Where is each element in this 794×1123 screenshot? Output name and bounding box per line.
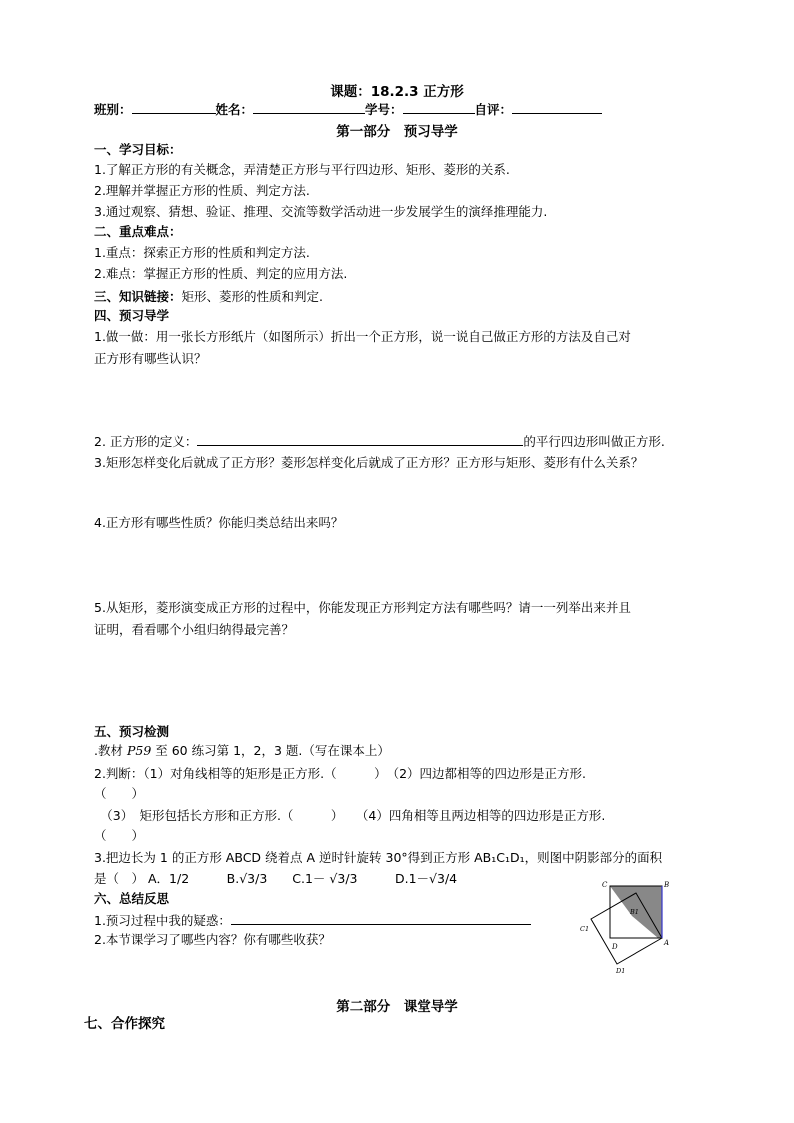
s1-item: 1.了解正方形的有关概念，弄清楚正方形与平行四边形、矩形、菱形的关系.	[94, 162, 510, 177]
s5-line4: （3） 矩形包括长方形和正方形.（ ） （4）四角相等且两边相等的四边形是正方形.	[94, 808, 606, 823]
s5-line5: （ ）	[94, 828, 145, 843]
student-info-line	[94, 100, 602, 118]
q2-suffix: 的平行四边形叫做正方形.	[523, 434, 665, 449]
rotated-square-figure	[578, 876, 680, 976]
part2-heading: 第二部分 课堂导学	[336, 999, 458, 1015]
definition-blank[interactable]	[197, 432, 523, 446]
s5-heading: 五、预习检测	[94, 724, 170, 739]
s4-q1-line2: 正方形有哪些认识？	[94, 351, 207, 366]
name-label: 姓名：	[215, 102, 254, 117]
s3-heading: 三、知识链接：	[94, 289, 182, 304]
label-b1: B1	[630, 908, 639, 916]
label-d1: D1	[616, 967, 626, 975]
label-b: B	[664, 881, 670, 889]
s2-item: 1.重点：探索正方形的性质和判定方法.	[94, 245, 310, 260]
label-d: D	[612, 943, 618, 951]
s5-l1-page: P59	[126, 743, 152, 758]
label-c1: C1	[580, 925, 590, 933]
class-blank[interactable]	[132, 100, 216, 114]
s5-line3: （ ）	[94, 786, 145, 801]
s5-line7: 是（ ） A．1/2 B.√3/3 C.1－ √3/3 D.1－√3/4	[94, 871, 458, 886]
s6-q1-label: 1.预习过程中我的疑惑：	[94, 913, 231, 928]
s5-line2: 2.判断：（1）对角线相等的矩形是正方形.（ ） （2）四边都相等的四边形是正方形.	[94, 766, 587, 781]
doubts-blank[interactable]	[231, 911, 531, 925]
label-c: C	[602, 881, 608, 889]
s4-q5-line1: 5.从矩形，菱形演变成正方形的过程中，你能发现正方形判定方法有哪些吗？请一一列举出来并且	[94, 600, 631, 615]
eval-label: 自评：	[474, 102, 513, 117]
id-label: 学号：	[365, 102, 403, 117]
lesson-title: 课题：18.2.3 正方形	[330, 84, 464, 100]
s2-item: 2.难点：掌握正方形的性质、判定的应用方法.	[94, 266, 348, 281]
s6-q1	[94, 911, 531, 929]
part1-heading: 第一部分 预习导学	[336, 124, 458, 140]
s3-line	[94, 289, 323, 305]
s1-heading: 一、学习目标：	[94, 142, 182, 157]
s3-text: 矩形、菱形的性质和判定.	[181, 289, 323, 304]
s7-heading: 七、合作探究	[84, 1016, 165, 1032]
s5-l1-c: 至 60 练习第 1，2，3 题.（写在课本上）	[151, 743, 390, 758]
s6-q2: 2.本节课学习了哪些内容？你有哪些收获？	[94, 932, 331, 947]
label-a: A	[664, 939, 670, 947]
s4-q1-line1: 1.做一做：用一张长方形纸片（如图所示）折出一个正方形，说一说自己做正方形的方法及自己对	[94, 329, 631, 344]
class-label: 班别：	[94, 102, 132, 117]
figure-svg	[578, 876, 680, 976]
s6-heading: 六、总结反思	[94, 891, 170, 906]
s4-q3: 3.矩形怎样变化后就成了正方形？菱形怎样变化后就成了正方形？正方形与矩形、菱形有什么关系？	[94, 455, 644, 470]
s5-line1	[94, 743, 390, 759]
s1-item: 2.理解并掌握正方形的性质、判定方法.	[94, 183, 310, 198]
id-blank[interactable]	[403, 100, 475, 114]
q2-prefix: 2. 正方形的定义：	[94, 434, 198, 449]
s4-q2	[94, 432, 665, 450]
s1-item: 3.通过观察、猜想、验证、推理、交流等数学活动进一步发展学生的演绎推理能力.	[94, 204, 548, 219]
s5-line6: 3.把边长为 1 的正方形 ABCD 绕着点 A 逆时针旋转 30°得到正方形 AB₁C₁D₁，则图中阴影部分的面积	[94, 850, 663, 865]
s4-q4: 4.正方形有哪些性质？你能归类总结出来吗？	[94, 515, 344, 530]
s4-heading: 四、预习导学	[94, 308, 170, 323]
name-blank[interactable]	[253, 100, 365, 114]
s2-heading: 二、重点难点：	[94, 224, 182, 239]
s4-q5-line2: 证明，看看哪个小组归纳得最完善？	[94, 622, 295, 637]
eval-blank[interactable]	[512, 100, 602, 114]
s5-l1-a: .教材	[94, 743, 127, 758]
